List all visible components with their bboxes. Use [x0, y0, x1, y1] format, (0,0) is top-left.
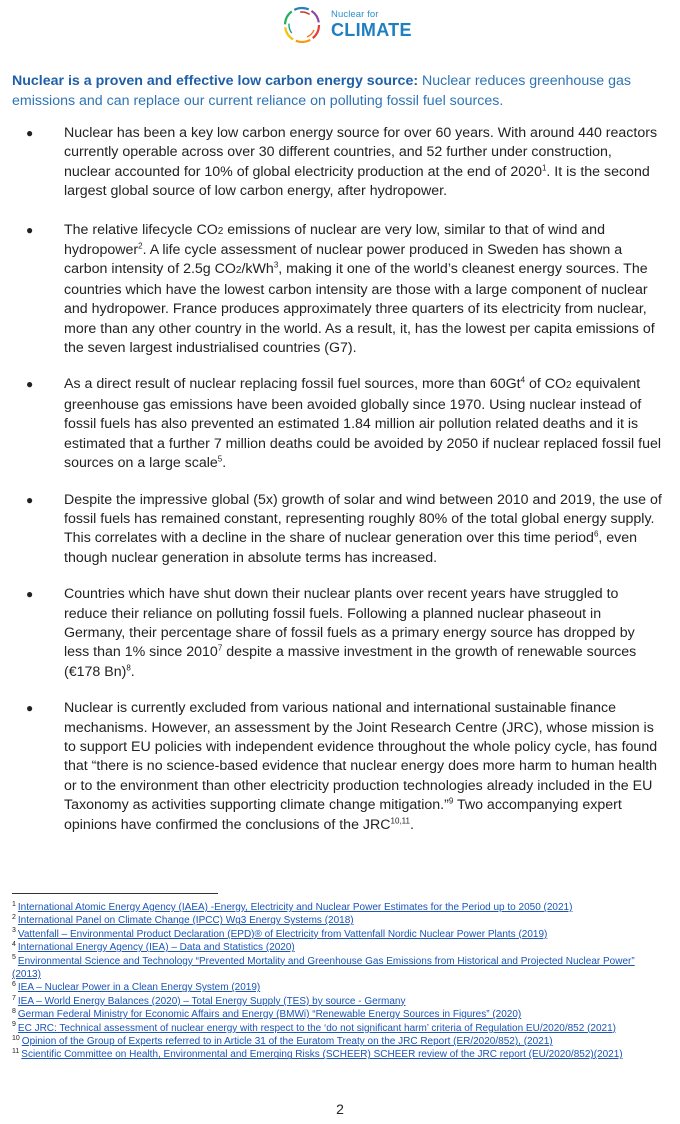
bullet-text: .	[130, 663, 135, 680]
bullet-text: .	[409, 816, 414, 833]
footnote-ref: 4	[520, 375, 526, 385]
intro-paragraph	[12, 71, 652, 111]
page-number: 2	[336, 1101, 344, 1117]
bullet-item	[12, 375, 662, 473]
bullet-text: equivalent greenhouse gas emissions have been avoided globally since 1970. Using nuclear instead of fossil fuels has also prevented an estimated 1.84 million air pollution related deaths and it is estimated that a further 7 million deaths could be avoided by 2050 if nuclear replaced fossil fuel sources on a large scale	[64, 376, 662, 472]
footnote-link[interactable]: IEA – Nuclear Power in a Clean Energy System (2019)	[17, 982, 261, 994]
footnote-item	[12, 955, 652, 982]
subscript: 2	[235, 265, 242, 277]
footnote-ref: 1	[541, 163, 547, 173]
logo-main-text: CLIMATE	[331, 19, 412, 40]
bullet-text: . It is the second largest global source of low carbon energy, after hydropower.	[64, 163, 650, 200]
subscript: 2	[566, 380, 572, 392]
footnote-number: 1	[12, 900, 16, 908]
footnote-ref: 3	[273, 260, 279, 270]
bullet-item	[12, 221, 662, 359]
footnote-ref: 7	[217, 643, 223, 653]
footnote-item	[12, 928, 652, 941]
footnote-link[interactable]: Environmental Science and Technology “Prevented Mortality and Greenhouse Gas Emissions from Historical and Projected Nuclear Power” (2013)	[12, 955, 635, 981]
footnote-item	[12, 981, 652, 994]
footnote-link[interactable]: German Federal Ministry for Economic Affairs and Energy (BMWi) “Renewable Energy Sources in Figures” (2020)	[17, 1009, 522, 1021]
footnote-number: 7	[12, 994, 16, 1002]
footnote-number: 3	[12, 927, 16, 935]
footnote-link[interactable]: EC JRC: Technical assessment of nuclear energy with respect to the ‘do not significant harm’ criteria of Regulation EU/2020/852 (2021)	[17, 1022, 616, 1034]
footnote-number: 9	[12, 1021, 16, 1029]
subscript: 2	[217, 225, 224, 237]
footnote-ref: 10,11	[390, 815, 410, 825]
bullet-text: despite a massive investment in the growth of renewable sources (€178 Bn)	[64, 644, 637, 680]
footnote-ref: 8	[126, 663, 131, 673]
footnote-number: 11	[12, 1048, 20, 1056]
footnote-link[interactable]: IEA – World Energy Balances (2020) – Total Energy Supply (TES) by source - Germany	[17, 995, 406, 1007]
bullet-text: Despite the impressive global (5x) growth of solar and wind between 2010 and 2019, the use of fossil fuels has remained constant, representing roughly 80% of the total global energy supply. This correlates with a decline in the share of nuclear generation over this time period	[64, 491, 662, 547]
logo-top-text: Nuclear for	[331, 9, 379, 20]
bullet-dot-icon: ●	[26, 701, 34, 716]
bullet-dot-icon: ●	[26, 492, 34, 507]
footnote-separator	[12, 893, 218, 894]
bullet-dot-icon: ●	[26, 587, 34, 602]
bullet-text: . A life cycle assessment of nuclear power produced in Sweden has shown a carbon intensity of 2.5g CO	[64, 242, 623, 278]
bullet-text: , making it one of the world’s cleanest energy sources. The countries which have the lowest carbon intensity are those with a large component of nuclear and hydropower. France produces approximately three quarters of its electricity from nuclear, more than any other country in the world. As a result, it, has the lowest per capita emissions of the seven largest industrialised countries (G7).	[64, 261, 655, 357]
bullet-text: Nuclear is currently excluded from various national and international sustainable finance mechanisms. However, an assessment by the Joint Research Centre (JRC), whose mission is to support EU policies with independent evidence throughout the whole policy cycle, has found that “there is no science-based evidence that nuclear energy does more harm to human health or to the environment than other electricity production technologies already included in the EU Taxonomy as activities supporting climate change mitigation.”	[64, 700, 658, 814]
bullet-item	[12, 699, 662, 835]
footnote-link[interactable]: Opinion of the Group of Experts referred to in Article 31 of the Euratom Treaty on the JRC Report (ER/2020/852), (2021)	[21, 1036, 553, 1048]
footnote-item	[12, 995, 652, 1008]
footnote-item	[12, 914, 652, 927]
footnote-number: 4	[12, 940, 16, 948]
footnote-item	[12, 1035, 652, 1048]
footnote-item	[12, 901, 652, 914]
bullet-text: .	[222, 455, 227, 472]
bullet-text: of CO	[525, 376, 567, 393]
footnote-ref: 9	[448, 796, 454, 806]
bullet-text: /kWh	[241, 261, 274, 278]
intro-text: Nuclear reduces greenhouse gas emissions and can replace our current reliance on polluting fossil fuel sources.	[12, 73, 632, 109]
bullet-item	[12, 124, 662, 202]
footnote-item	[12, 941, 652, 954]
footnote-link[interactable]: Vattenfall – Environmental Product Declaration (EPD)® of Electricity from Vattenfall Nordic Nuclear Power Plants (2019)	[17, 928, 548, 940]
logo-ring-icon	[279, 2, 325, 48]
footnote-link[interactable]: Scientific Committee on Health, Environmental and Emerging Risks (SCHEER) SCHEER review of the JRC report (EU/2020/852)(2021)	[21, 1049, 623, 1061]
footnote-item	[12, 1022, 652, 1035]
footnote-number: 8	[12, 1007, 16, 1015]
bullet-dot-icon: ●	[26, 126, 34, 140]
bullet-item	[12, 491, 662, 569]
footnote-item	[12, 1048, 652, 1061]
intro-lead: Nuclear is a proven and effective low carbon energy source:	[12, 73, 419, 89]
bullet-text: As a direct result of nuclear replacing fossil fuel sources, more than 60Gt	[64, 376, 521, 393]
footnote-number: 6	[12, 981, 16, 989]
footnote-number: 5	[12, 954, 16, 962]
footnote-link[interactable]: International Panel on Climate Change (IPCC) Wg3 Energy Systems (2018)	[17, 915, 354, 927]
bullet-text: , even though nuclear generation in absolute terms has increased.	[64, 530, 638, 566]
logo	[279, 2, 412, 48]
footnote-number: 2	[12, 914, 16, 922]
bullet-text: Two accompanying expert opinions have confirmed the conclusions of the JRC	[64, 797, 622, 833]
footnote-item	[12, 1008, 652, 1021]
footnote-ref: 2	[138, 241, 143, 251]
footnote-ref: 5	[217, 454, 223, 464]
footnote-link[interactable]: International Atomic Energy Agency (IAEA) -Energy, Electricity and Nuclear Power Estimates for the Period up to 2050 (2021)	[17, 902, 573, 913]
footnote-number: 10	[12, 1034, 20, 1042]
bullet-item	[12, 585, 662, 682]
bullet-text: The relative lifecycle CO	[64, 221, 218, 238]
footnote-link[interactable]: International Energy Agency (IEA) – Data and Statistics (2020)	[17, 942, 295, 954]
bullet-text: Countries which have shut down their nuclear plants over recent years have struggled to reduce their reliance on polluting fossil fuels. Following a planned nuclear phaseout in Germany, their percentage share of fossil fuels as a primary energy source has dropped by less than 1% since 2010	[64, 586, 635, 661]
bullet-list	[12, 124, 662, 835]
footnote-list	[12, 901, 652, 1062]
bullet-dot-icon: ●	[26, 222, 34, 237]
bullet-text: emissions of nuclear are very low, similar to that of wind and hydropower	[64, 221, 605, 259]
bullet-text: Nuclear has been a key low carbon energy source for over 60 years. With around 440 reactors currently operable across over 30 different countries, and 52 further under construction, nuclear accounted for 10% of global electricity production at the end of 2020	[64, 125, 658, 180]
footnote-ref: 6	[593, 529, 599, 539]
bullet-dot-icon: ●	[26, 377, 34, 392]
